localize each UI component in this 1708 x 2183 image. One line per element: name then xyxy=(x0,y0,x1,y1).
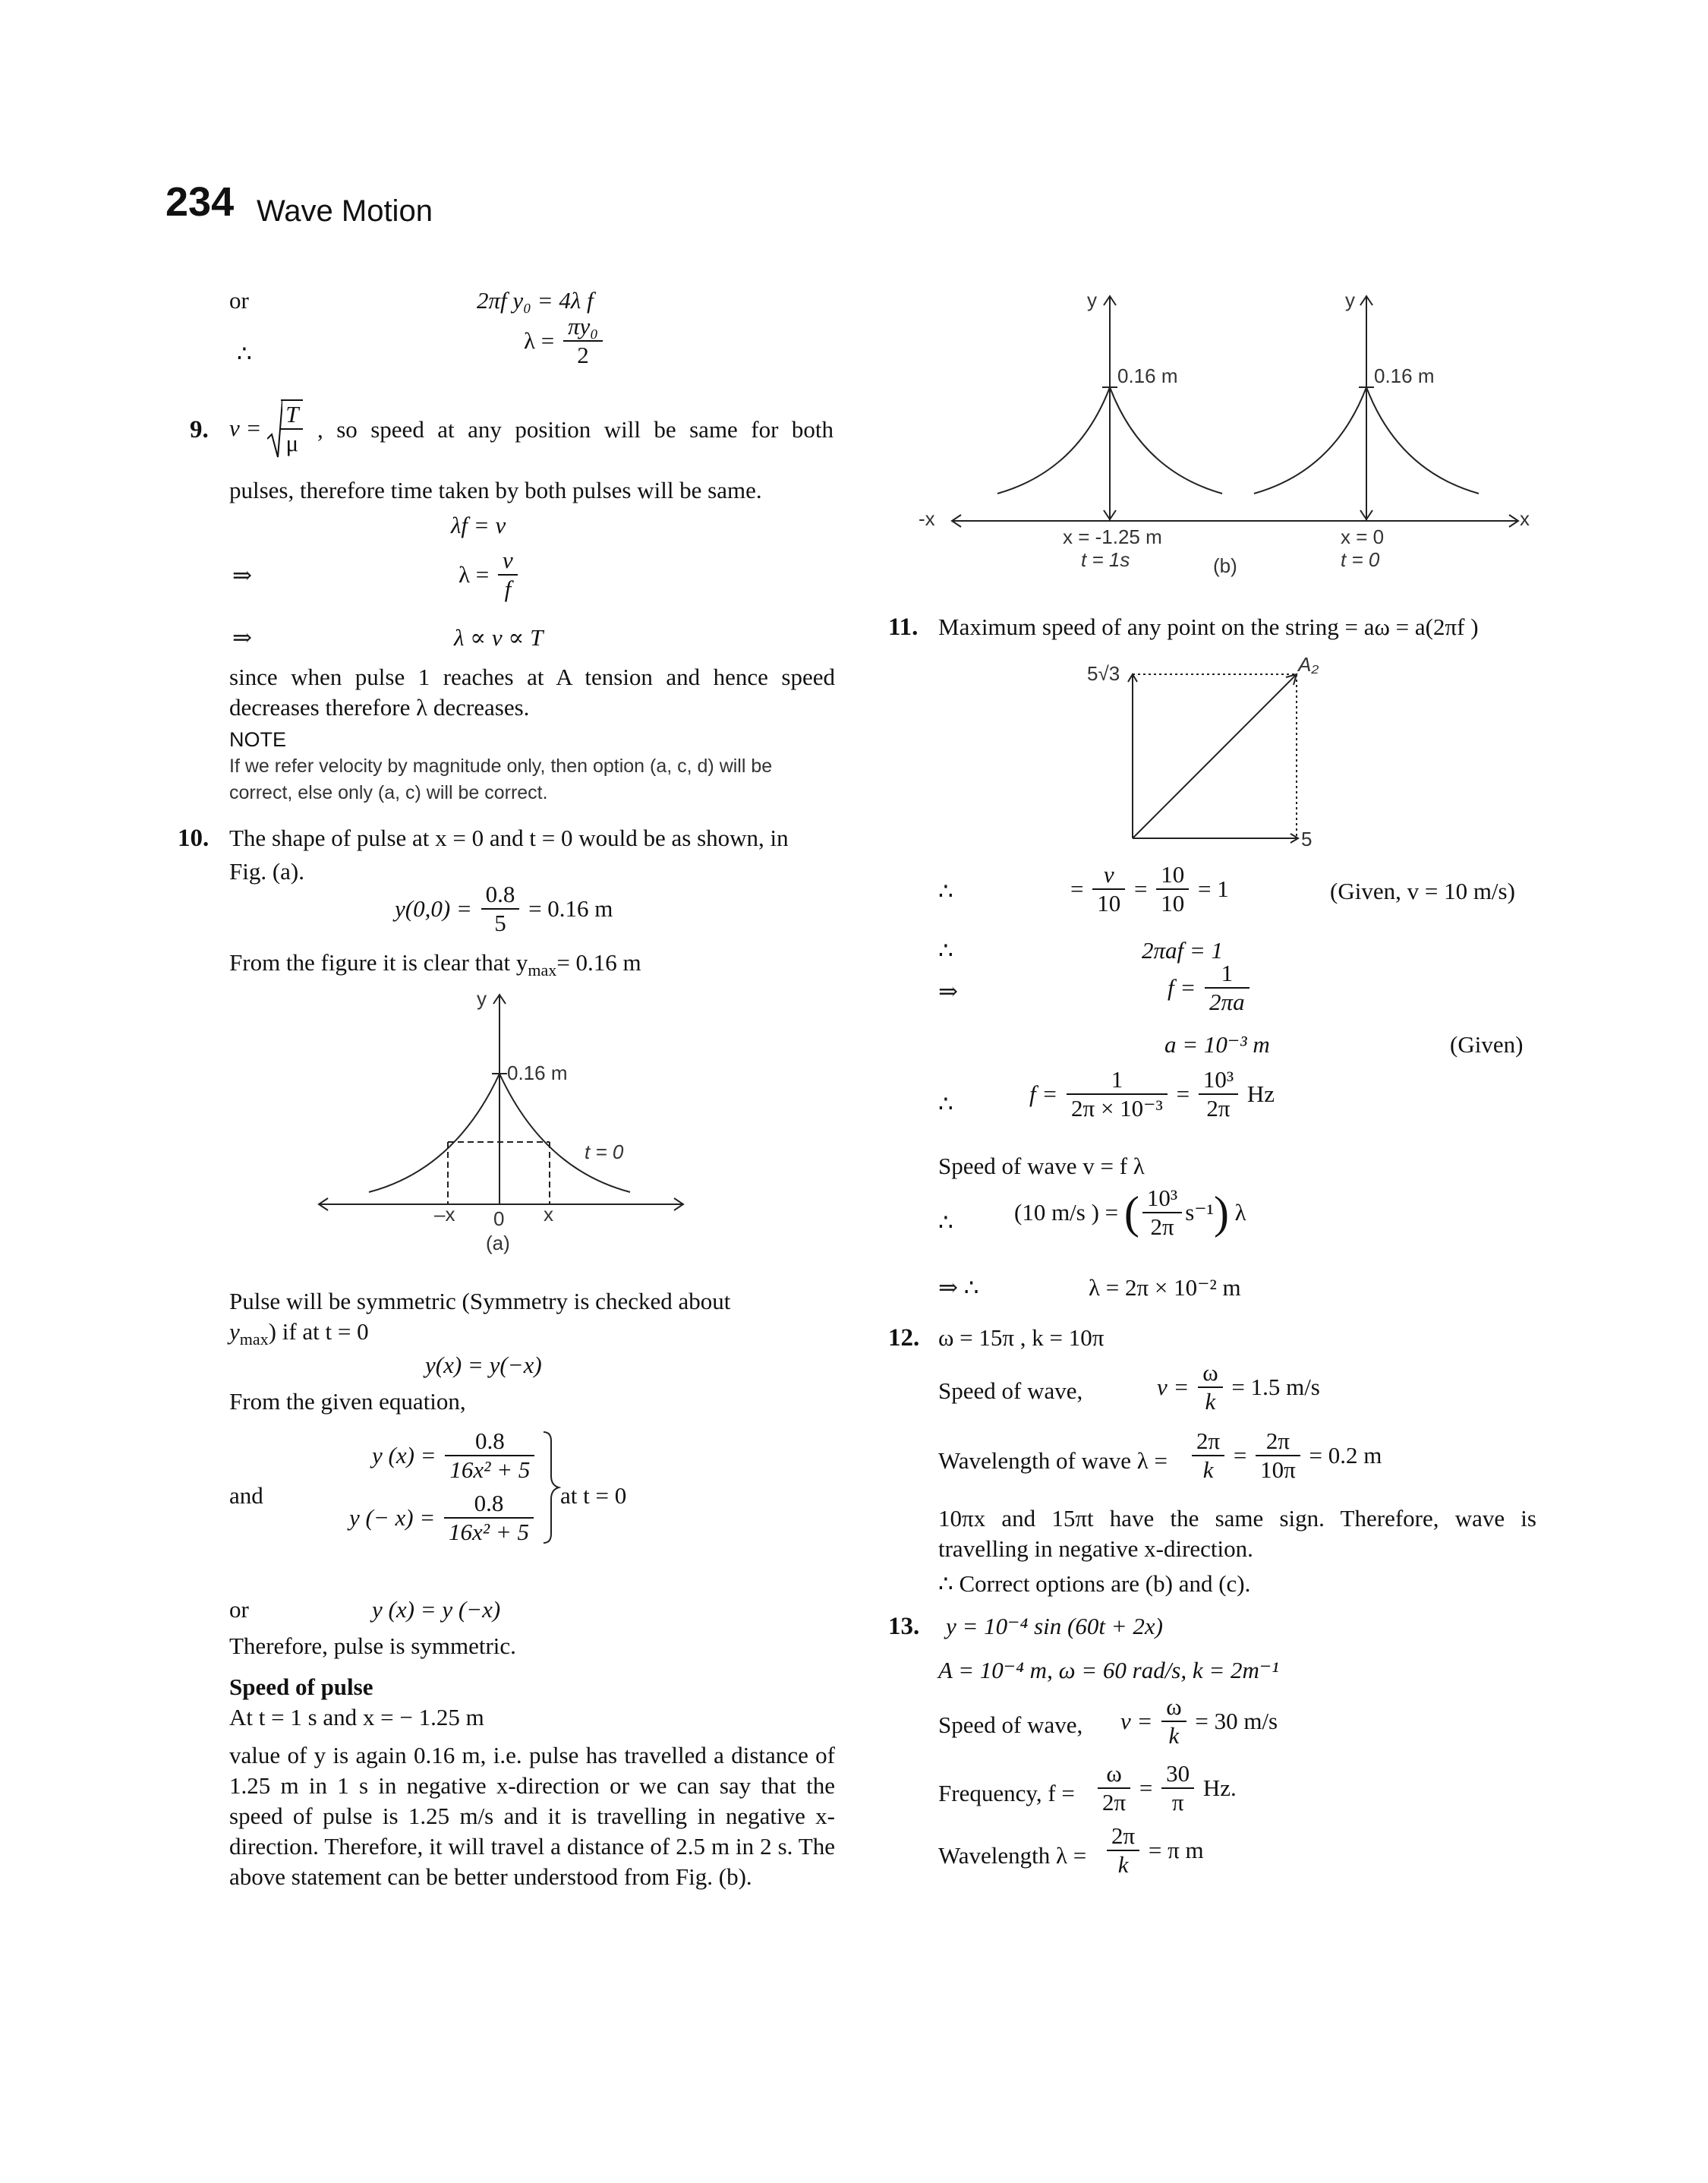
denominator: 10π xyxy=(1260,1456,1296,1483)
sqrt-fraction xyxy=(281,399,303,457)
fraction xyxy=(563,313,603,369)
text-line: Fig. (a). xyxy=(229,858,305,885)
subscript: max xyxy=(239,1330,269,1349)
implies-therefore: ⇒ ∴ xyxy=(938,1274,979,1301)
eq: = xyxy=(1139,1774,1153,1801)
wavelength-equation xyxy=(1189,1427,1382,1484)
t1-label: t = 1s xyxy=(1081,548,1130,571)
rhs: = π m xyxy=(1148,1837,1204,1863)
lhs: v = xyxy=(1120,1708,1153,1734)
rhs: = 0.16 m xyxy=(556,949,641,976)
denominator: 16x² + 5 xyxy=(449,1519,529,1545)
equation: A = 10⁻⁴ m, ω = 60 rad/s, k = 2m⁻¹ xyxy=(938,1657,1279,1683)
question-number: 12. xyxy=(888,1324,920,1352)
unit: s⁻¹ xyxy=(1185,1199,1214,1226)
numerator: ω xyxy=(1098,1760,1130,1789)
eq: = xyxy=(1070,875,1084,902)
lhs: y (x) = xyxy=(372,1442,436,1468)
unit: Hz xyxy=(1246,1080,1275,1107)
y-x-equation xyxy=(372,1427,537,1484)
fraction xyxy=(1107,1822,1139,1879)
right-paren-icon: ) xyxy=(1213,1188,1229,1238)
fraction xyxy=(444,1490,534,1546)
wavelength-equation xyxy=(1104,1822,1204,1879)
numerator: 2π xyxy=(1256,1427,1300,1456)
equation: λ = 2π × 10⁻² m xyxy=(1089,1274,1241,1301)
text-line: Speed of wave v = f λ xyxy=(938,1153,1145,1179)
fraction xyxy=(498,547,518,603)
lambda-equation xyxy=(524,313,606,369)
lhs: y(0,0) = xyxy=(395,895,472,922)
equation: 2πaf = 1 xyxy=(1142,937,1224,964)
denominator: 5 xyxy=(494,910,506,936)
lhs: (10 m/s ) = xyxy=(1014,1199,1119,1226)
t2-label: t = 0 xyxy=(1341,548,1380,571)
text-line: Maximum speed of any point on the string = aω = a(2πf ) xyxy=(938,614,1479,640)
note-text: If we refer velocity by magnitude only, then option (a, c, d) will be correct, else only (a, c) will be correct. xyxy=(229,756,773,803)
fraction xyxy=(481,881,520,937)
y-label-2: y xyxy=(1345,289,1355,311)
label: Speed of wave, xyxy=(938,1711,1083,1738)
ratio-equation xyxy=(1070,861,1229,917)
peak-label-1: 0.16 m xyxy=(1117,364,1178,387)
y: y xyxy=(229,1318,240,1345)
fraction xyxy=(445,1427,534,1484)
symmetry-condition xyxy=(229,1317,369,1355)
question-number: 10. xyxy=(178,825,210,852)
text-line: , so speed at any position will be same for both xyxy=(317,416,834,443)
denominator: k xyxy=(1205,1388,1216,1415)
denominator: 2π × 10⁻³ xyxy=(1071,1095,1163,1121)
label: Frequency, f = xyxy=(938,1780,1075,1806)
therefore-symbol: ∴ xyxy=(237,340,252,367)
text-line: pulses, therefore time taken by both pulses will be same. xyxy=(229,477,762,503)
denominator: 2π xyxy=(1102,1789,1127,1815)
eq: = xyxy=(1176,1080,1190,1107)
subheading: Speed of pulse xyxy=(229,1674,373,1700)
corner-label: A₂ xyxy=(1298,653,1319,676)
numerator: 2π xyxy=(1192,1427,1224,1456)
x-value-label: 5 xyxy=(1301,828,1313,850)
numerator: 0.8 xyxy=(445,1427,534,1456)
numerator: 0.8 xyxy=(481,881,520,910)
text-line: Therefore, pulse is symmetric. xyxy=(229,1633,516,1659)
denominator: f xyxy=(504,576,512,602)
numerator: T xyxy=(281,401,303,430)
rhs: λ xyxy=(1234,1199,1246,1226)
proportionality: λ ∝ v ∝ T xyxy=(454,624,544,651)
question-number: 9. xyxy=(190,416,209,443)
numerator: 30 xyxy=(1161,1760,1194,1789)
fraction xyxy=(1067,1066,1168,1122)
rhs: = 1 xyxy=(1197,875,1229,902)
therefore-symbol: ∴ xyxy=(938,1209,953,1235)
fraction xyxy=(1198,1359,1222,1415)
text: From the figure it is clear that y xyxy=(229,949,528,976)
t-label: t = 0 xyxy=(585,1140,624,1163)
denominator: k xyxy=(1168,1722,1180,1749)
x1-label: x = -1.25 m xyxy=(1063,525,1162,548)
peak-label-2: 0.16 m xyxy=(1374,364,1435,387)
lhs: v = xyxy=(1157,1374,1190,1400)
y-label-1: y xyxy=(1087,289,1097,311)
speed-equation xyxy=(1120,1693,1278,1749)
label: Wavelength λ = xyxy=(938,1842,1087,1869)
lhs: f = xyxy=(1168,974,1196,1001)
therefore-symbol: ∴ xyxy=(938,937,953,964)
resultant xyxy=(1133,674,1297,838)
lambda-equation xyxy=(1014,1185,1246,1241)
figure-a xyxy=(304,980,698,1268)
running-title: Wave Motion xyxy=(257,194,433,228)
given-note: (Given) xyxy=(1450,1031,1524,1058)
fraction xyxy=(1256,1427,1300,1484)
fraction xyxy=(1092,861,1125,917)
equation: y (x) = y (−x) xyxy=(372,1596,501,1623)
subscript: max xyxy=(528,961,557,980)
therefore-symbol: ∴ xyxy=(938,878,953,904)
lambda-v-over-f xyxy=(459,547,521,603)
caption: (a) xyxy=(486,1232,510,1254)
or-label: or xyxy=(229,287,249,314)
denominator: μ xyxy=(285,430,299,456)
numerator: v xyxy=(498,547,518,576)
rhs: = 1.5 m/s xyxy=(1231,1374,1320,1400)
or-label: or xyxy=(229,1596,249,1623)
therefore-symbol: ∴ xyxy=(938,1090,953,1117)
numerator: 0.8 xyxy=(444,1490,534,1519)
sqrt-sign-icon xyxy=(267,399,282,460)
text-line: The shape of pulse at x = 0 and t = 0 would be as shown, in xyxy=(229,825,789,851)
given-note: (Given, v = 10 m/s) xyxy=(1330,878,1515,904)
fraction xyxy=(1199,1066,1238,1122)
at-t-label: at t = 0 xyxy=(560,1482,627,1509)
numerator: ω xyxy=(1198,1359,1222,1388)
symmetry-equation: y(x) = y(−x) xyxy=(425,1352,542,1378)
denominator: 10 xyxy=(1161,890,1185,916)
numerator: 1 xyxy=(1205,960,1249,989)
fraction xyxy=(1161,1693,1186,1749)
caption: (b) xyxy=(1213,554,1237,577)
fraction xyxy=(1156,861,1189,917)
lhs: y (− x) = xyxy=(349,1504,436,1531)
numerator: 1 xyxy=(1067,1066,1168,1095)
label: Wavelength of wave λ = xyxy=(938,1447,1168,1474)
label: Speed of wave, xyxy=(938,1377,1083,1404)
and-label: and xyxy=(229,1482,263,1509)
numerator: ω xyxy=(1161,1693,1186,1722)
left-paren-icon: ( xyxy=(1123,1188,1139,1238)
y00-equation xyxy=(395,881,613,937)
figure-velocity-box xyxy=(1078,653,1336,850)
speed-equation xyxy=(1157,1359,1320,1415)
denominator: 2πa xyxy=(1209,989,1245,1015)
denominator: k xyxy=(1117,1851,1129,1878)
page-number: 234 xyxy=(165,179,235,225)
neg-x-label: -x xyxy=(919,507,935,530)
velocity-formula xyxy=(229,399,303,457)
rest: ) if at t = 0 xyxy=(268,1318,369,1345)
lhs: f = xyxy=(1029,1080,1058,1107)
frequency-equation xyxy=(1095,1760,1237,1816)
fraction xyxy=(1192,1427,1224,1484)
denominator: π xyxy=(1171,1789,1184,1815)
equation: 2πf y₀ = 4λ f xyxy=(477,287,594,314)
eq: = xyxy=(1233,1442,1247,1468)
numerator: 10³ xyxy=(1199,1066,1238,1095)
implies-symbol: ⇒ xyxy=(232,624,252,651)
y-label: y xyxy=(477,987,487,1010)
text-line: Pulse will be symmetric (Symmetry is checked about xyxy=(229,1288,731,1314)
equation: a = 10⁻³ m xyxy=(1164,1031,1270,1058)
pos-x-label: x xyxy=(544,1203,553,1226)
equation: λf = v xyxy=(451,512,506,538)
eq: = xyxy=(1133,875,1148,902)
denominator: 2 xyxy=(577,342,589,368)
note-title: NOTE xyxy=(229,728,287,751)
numerator: πy₀ xyxy=(563,313,603,342)
denominator: 2π xyxy=(1206,1095,1231,1121)
fraction xyxy=(1161,1760,1194,1816)
denominator: 10 xyxy=(1097,890,1121,916)
rhs: = 0.2 m xyxy=(1309,1442,1382,1468)
unit: Hz. xyxy=(1202,1774,1237,1801)
text-line: At t = 1 s and x = − 1.25 m xyxy=(229,1704,484,1730)
pos-x-label: x xyxy=(1520,507,1530,530)
f-equation xyxy=(1168,960,1253,1016)
neg-x-label: –x xyxy=(434,1203,455,1226)
equation: y = 10⁻⁴ sin (60t + 2x) xyxy=(946,1613,1163,1639)
numerator: 10 xyxy=(1156,861,1189,890)
denominator: 16x² + 5 xyxy=(449,1456,531,1483)
correct-options: ∴ Correct options are (b) and (c). xyxy=(938,1570,1251,1597)
rhs: = 30 m/s xyxy=(1195,1708,1278,1734)
lhs: v = xyxy=(229,415,262,441)
implies-symbol: ⇒ xyxy=(938,978,958,1005)
numerator: v xyxy=(1092,861,1125,890)
fraction xyxy=(1205,960,1249,1016)
implies-symbol: ⇒ xyxy=(232,562,252,588)
fraction xyxy=(1098,1760,1130,1816)
question-number: 11. xyxy=(888,614,919,641)
sqrt xyxy=(267,399,303,457)
numerator: 10³ xyxy=(1142,1185,1182,1213)
origin-label: 0 xyxy=(493,1207,505,1230)
x2-label: x = 0 xyxy=(1341,525,1385,548)
lhs: λ = xyxy=(459,561,490,588)
fraction xyxy=(1142,1185,1182,1241)
paragraph: value of y is again 0.16 m, i.e. pulse has travelled a distance of 1.25 m in 1 s in negative x-direction or we can say that the speed of pulse is 1.25 m/s and it is travelling in negative x-direction. Therefore, it will travel a distance of 2.5 m in 2 s. The above statement can be better understood from Fig. (b). xyxy=(229,1742,835,1890)
rhs: = 0.16 m xyxy=(528,895,613,922)
numerator: 2π xyxy=(1107,1822,1139,1851)
denominator: 2π xyxy=(1150,1213,1174,1240)
frequency-equation xyxy=(1029,1066,1275,1122)
denominator: k xyxy=(1202,1456,1214,1483)
text-line: From the given equation, xyxy=(229,1388,466,1415)
lhs: λ = xyxy=(524,327,555,354)
y-value-label: 5√3 xyxy=(1087,662,1120,685)
figure-b xyxy=(919,289,1541,585)
text-line: ω = 15π , k = 10π xyxy=(938,1324,1105,1351)
peak-label: 0.16 m xyxy=(507,1062,568,1084)
paragraph: 10πx and 15πt have the same sign. Therefore, wave is travelling in negative x-direction. xyxy=(938,1505,1536,1562)
question-number: 13. xyxy=(888,1613,920,1640)
y-negx-equation xyxy=(349,1490,537,1546)
paragraph: since when pulse 1 reaches at A tension and hence speed decreases therefore λ decreases. xyxy=(229,664,835,721)
